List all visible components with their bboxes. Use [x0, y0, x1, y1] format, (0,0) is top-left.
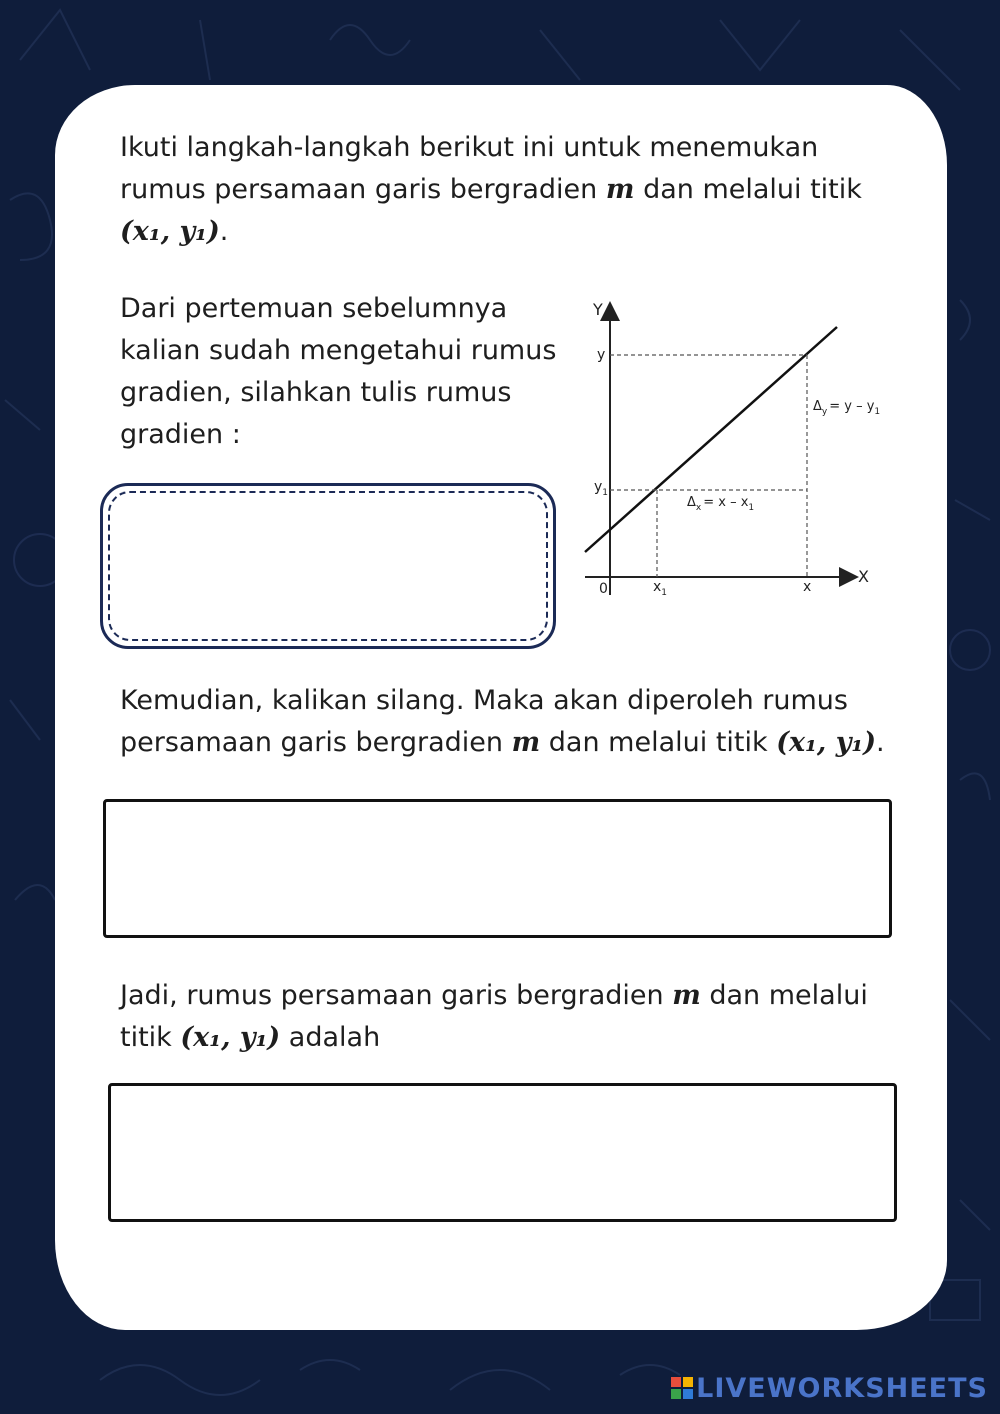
intro-text-after: dan melalui titik [643, 174, 862, 205]
gradient-answer-inner-border [108, 491, 548, 641]
intro-end: . [219, 216, 229, 247]
delta-x-expression: = x – x [703, 495, 749, 510]
cross-multiply-answer-box[interactable] [103, 799, 892, 938]
point-notation: (x₁, y₁) [120, 216, 220, 247]
gradient-symbol-m: m [672, 980, 701, 1011]
delta-x-symbol: Δ [687, 495, 696, 510]
logo-text: LIVEWORKSHEETS [696, 1373, 988, 1404]
final-answer-box[interactable] [108, 1083, 897, 1222]
cross-multiply-text: Kemudian, kalikan silang. Maka akan diperoleh rumus persamaan garis bergradien [120, 685, 848, 758]
point-notation: (x₁, y₁) [180, 1022, 281, 1053]
y-value-label: y [597, 347, 606, 363]
conclusion-paragraph [120, 975, 920, 1059]
x1-letter: x [653, 579, 662, 595]
conclusion-text: Jadi, rumus persamaan garis bergradien [120, 980, 664, 1011]
gradient-prompt: Dari pertemuan sebelumnya kalian sudah mengetahui rumus gradien, silahkan tulis rumus gradien : [120, 293, 557, 450]
point-notation: (x₁, y₁) [776, 727, 877, 758]
x1-value-label [653, 579, 667, 598]
delta-y-symbol: Δ [813, 399, 822, 414]
cross-multiply-text-after: dan melalui titik [548, 727, 768, 758]
y1-letter: y [594, 479, 603, 495]
delta-x-subscript: x [695, 503, 702, 513]
y1-subscript: 1 [602, 488, 609, 498]
delta-y-subscript: y [821, 407, 828, 417]
gradient-graph [575, 295, 905, 615]
line-graph [585, 327, 837, 552]
gradient-symbol-m: m [511, 727, 541, 758]
delta-x-expression-subscript: 1 [748, 503, 755, 513]
intro-paragraph [120, 127, 880, 253]
delta-y-expression: = y – y [829, 399, 875, 414]
intro-text: Ikuti langkah-langkah berikut ini untuk menemukan rumus persamaan garis bergradien [120, 132, 819, 205]
conclusion-end: adalah [288, 1022, 381, 1053]
conclusion-text-after: dan melalui titik [120, 980, 868, 1053]
cross-multiply-end: . [876, 727, 885, 758]
x-value-label: x [803, 579, 812, 595]
cross-multiply-paragraph [120, 680, 920, 764]
liveworksheets-logo-icon [671, 1377, 693, 1399]
gradient-symbol-m: m [605, 174, 635, 205]
x1-subscript: 1 [661, 588, 668, 598]
delta-y-label [813, 399, 880, 417]
y1-value-label [594, 479, 608, 498]
delta-x-label [687, 495, 754, 513]
gradient-answer-box[interactable] [100, 483, 556, 649]
liveworksheets-logo [671, 1373, 988, 1404]
y-axis-label: Y [593, 300, 603, 319]
origin-label: 0 [599, 581, 608, 597]
x-axis-label: X [858, 567, 869, 586]
delta-y-expression-subscript: 1 [874, 407, 881, 417]
